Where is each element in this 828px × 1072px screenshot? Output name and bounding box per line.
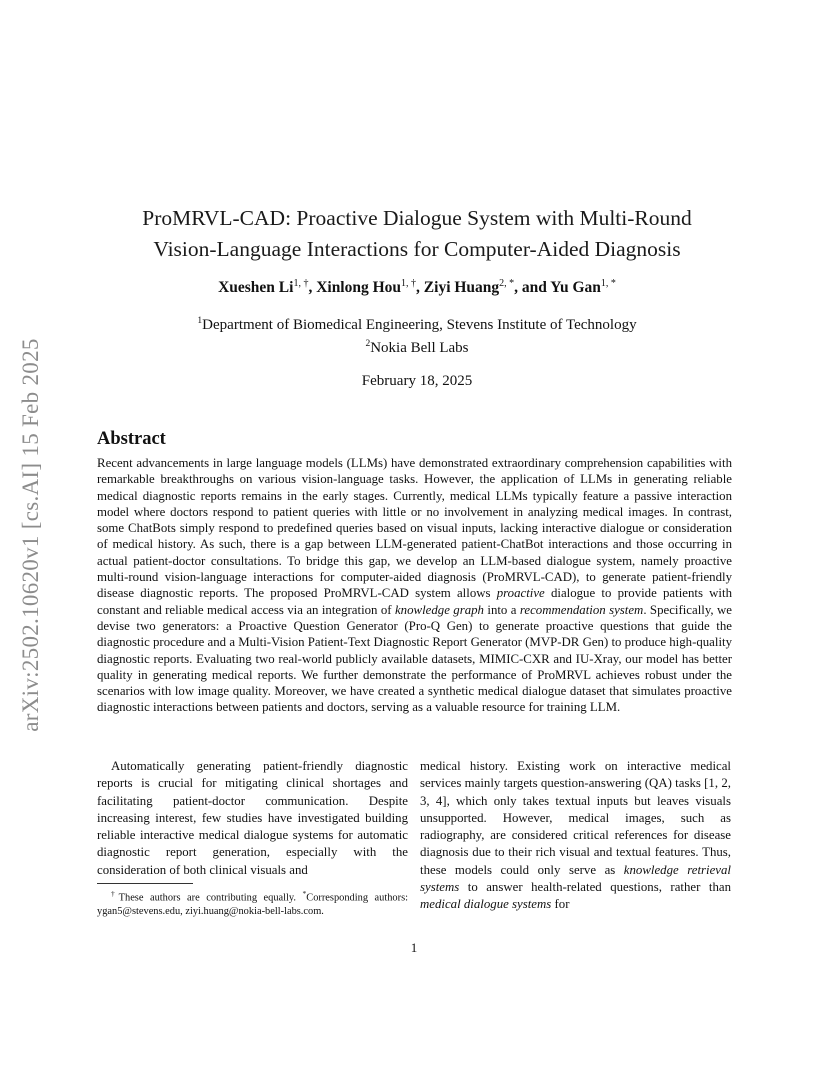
affiliation-text: Department of Biomedical Engineering, Stevens Institute of Technology — [202, 317, 637, 333]
body-text: medical history. Existing work on interactive medical services mainly targets question-answering (QA) tasks [1, 2, 3, 4], which only takes textual inputs but leaves visuals unsupported. However, medical images, such as radiography, are considered critical references for disease diagnosis due to their rich visual and textual features. Thus, these models could only serve as — [420, 759, 731, 877]
footnote — [97, 887, 408, 918]
footnote-text: Corresponding authors: ygan5@stevens.edu, ziyi.huang@nokia-bell-labs.com. — [97, 892, 408, 917]
abstract-text: dialogue to provide patients with constant and reliable medical access via an integration of — [97, 586, 732, 617]
arxiv-identifier: arXiv:2502.10620v1 [cs.AI] 15 Feb 2025 — [18, 338, 43, 732]
abstract-text: . Specifically, we devise two generators: a Proactive Question Generator (Pro-Q Gen) to generate proactive questions that guide the diagnostic procedure and a Multi-Vision Patient-Text Diagnostic Report Generator (MVP-DR Gen) to produce high-quality diagnostic reports. Evaluating two real-world publicly available datasets, MIMIC-CXR and IU-Xray, our model has better quality in generating medical reports. We further demonstrate the performance of ProMRVL achieves robust under the scenarios with low image quality. Moreover, we have created a synthetic medical dialogue dataset that simulates proactive diagnostic interactions between patients and doctors, serving as a valuable resource for training LLM. — [97, 602, 733, 715]
body-column-right — [420, 758, 731, 914]
affiliation-1 — [90, 312, 744, 335]
affiliation-mark: 2 — [365, 339, 371, 349]
abstract-emphasis: recommendation system — [519, 602, 644, 617]
author-affiliation-mark: 1, * — [600, 278, 616, 289]
author-separator: , and — [514, 279, 551, 297]
author-name: Yu Gan — [550, 279, 601, 297]
footnote-mark: † — [111, 889, 119, 898]
footnote-text: These authors are contributing equally. — [118, 892, 303, 904]
title-line-2: Vision-Language Interactions for Computer-Aided Diagnosis — [153, 237, 681, 261]
body-paragraph — [420, 758, 731, 914]
author-separator: , — [308, 279, 317, 297]
body-column-left — [97, 758, 408, 879]
body-text: to answer health-related questions, rather than — [459, 880, 731, 895]
paper-date: February 18, 2025 — [361, 373, 473, 389]
page-number: 1 — [410, 940, 418, 955]
footnote-rule — [97, 883, 193, 884]
body-emphasis: medical dialogue systems — [420, 897, 552, 912]
body-text: for — [551, 897, 570, 912]
abstract-heading: Abstract — [97, 429, 166, 449]
author-affiliation-mark: 1, † — [293, 278, 309, 289]
abstract-paragraph — [97, 455, 732, 716]
body-emphasis: knowledge retrieval systems — [420, 862, 731, 895]
abstract-text: into a — [483, 602, 520, 617]
abstract-emphasis: knowledge graph — [394, 602, 484, 617]
title-line-1: ProMRVL-CAD: Proactive Dialogue System with Multi-Round — [142, 206, 692, 230]
body-paragraph: Automatically generating patient-friendly diagnostic reports is crucial for mitigating clinical shortages and facilitating patient-doctor communication. Despite increasing interest, few studies have investigated building reliable interactive medical dialogue systems for automatic diagnostic report generation, especially with the consideration of both clinical visuals and — [97, 759, 408, 877]
author-list — [90, 278, 744, 297]
abstract-body — [97, 455, 732, 716]
abstract-emphasis: proactive — [496, 586, 545, 601]
author-affiliation-mark: 2, * — [499, 278, 515, 289]
footnote-mark: * — [302, 889, 307, 898]
abstract-text: Recent advancements in large language models (LLMs) have demonstrated extraordinary comprehension capabilities with remarkable breakthroughs on various vision-language tasks. However, the application of LLMs in generating reliable medical diagnostic reports remains in the early stages. Currently, medical LLMs typically feature a passive interaction model where doctors respond to patient queries with little or no involvement in analyzing medical images. In contrast, some ChatBots simply respond to predefined queries based on visual inputs, lacking interactive dialogue or consideration of medical history. As such, there is a gap between LLM-generated patient-ChatBot interactions and those occurring in actual patient-doctor consultations. To bridge this gap, we develop an LLM-based dialogue system, namely proactive multi-round vision-language interactions for computer-aided diagnosis (ProMRVL-CAD), to generate patient-friendly disease diagnostic reports. The proposed ProMRVL-CAD system allows — [97, 456, 732, 601]
author-name: Xueshen Li — [218, 279, 294, 297]
author-name: Ziyi Huang — [423, 279, 500, 297]
affiliation-text: Nokia Bell Labs — [370, 340, 469, 356]
affiliation-2 — [90, 335, 744, 358]
affiliations — [90, 312, 744, 358]
affiliation-mark: 1 — [197, 316, 203, 326]
author-name: Xinlong Hou — [316, 279, 402, 297]
paper-title — [90, 203, 744, 265]
author-separator: , — [416, 279, 424, 297]
author-affiliation-mark: 1, † — [401, 278, 417, 289]
